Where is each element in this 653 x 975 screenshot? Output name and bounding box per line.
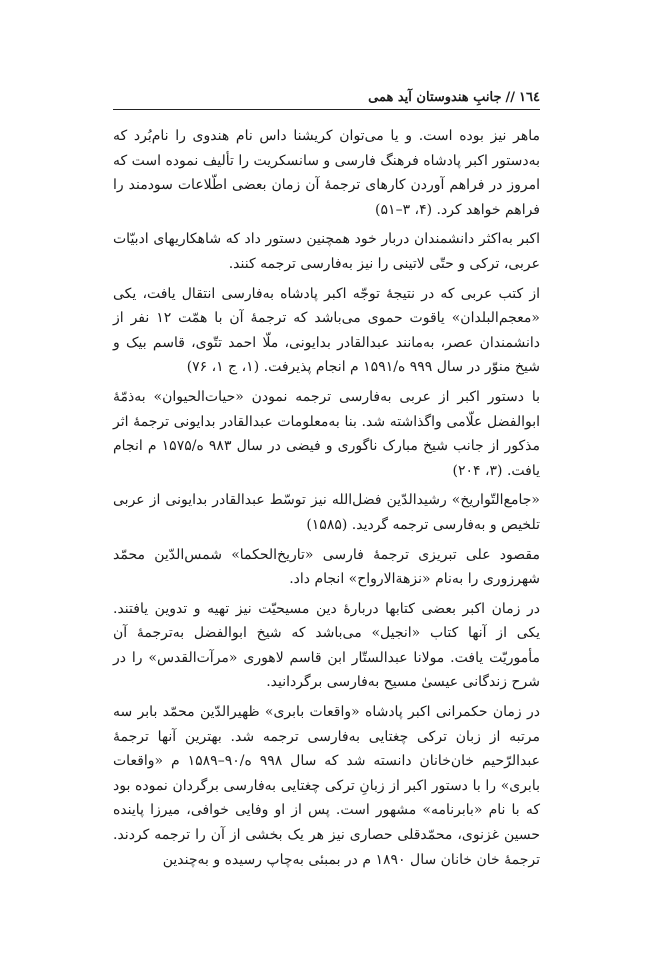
body-text <box>113 124 540 877</box>
paragraph: در زمان اکبر بعضی کتابها دربارهٔ دین مسیحیّت نیز تهیه و تدوین یافتند. یکی از آنها کتاب «انجیل» می‌باشد که شیخ ابوالفضل به‌ترجمهٔ آن مأموریّت یافت. مولانا عبدالستّار ابن قاسم لاهوری «مرآت‌القدس» را در شرح زندگانی عیسیٰ مسیح به‌فارسی برگردانید. <box>113 600 540 691</box>
paragraph: «جامع‌التّواریخ» رشیدالدّین فضل‌الله نیز توسّط عبدالقادر بدایونی از عربی تلخیص و به‌فارسی ترجمه گردید. (۱۵۸۵) <box>113 492 540 533</box>
paragraph: با دستور اکبر از عربی به‌فارسی ترجمه نمودن «حیات‌الحیوان» به‌ذمّهٔ ابوالفضل علّامی واگذاشته شد. بنا به‌معلومات عبدالقادر بدایونی ترجمهٔ اثر مذکور از جانب شیخ مبارک ناگوری و فیضی در سال ۹۸۳ ه/۱۵۷۵ م انجام یافت. (۳، ۲۰۴) <box>113 388 540 479</box>
header-separator: // <box>505 89 516 105</box>
page-number: ١٦٤ <box>519 89 540 105</box>
paragraph: در زمان حکمرانی اکبر پادشاه «واقعات بابری» ظهیرالدّین محمّد بابر سه مرتبه از زبان ترکی چغتایی به‌فارسی ترجمه شد. بهترین آنها ترجمهٔ عبدالرّحیم خان‌خانان دانسته شد که سال ۹۹۸ ه/۹۰–۱۵۸۹ م «واقعات بابری» را با دستور اکبر از زبانِ ترکی چغتایی به‌فارسی برگردان نموده بود که با نام «بابرنامه» مشهور است. پس از او وفایی خوافی، میرزا پاینده حسین غزنوی، محمّدقلی حصاری نیز هر یک بخشی از آن را ترجمه کردند. ترجمهٔ خان خانان سال ۱۸۹۰ م در بمبئی به‌چاپ رسیده و به‌چندین <box>113 704 540 868</box>
paragraph: اکبر به‌اکثر دانشمندان دربار خود همچنین دستور داد که شاهکاریهای ادبیّات عربی، ترکی و حتّی لاتینی را نیز به‌فارسی ترجمه کنند. <box>113 231 540 272</box>
running-title: جانبِ هندوستان آید همی <box>368 89 502 105</box>
paragraph: مقصود علی تبریزی ترجمهٔ فارسی «تاریخ‌الحکما» شمس‌الدّین محمّد شهرزوری را به‌نام «نزهةالارواح» انجام داد. <box>113 546 540 588</box>
header-rule <box>113 109 540 110</box>
paragraph: ماهر نیز بوده است. و یا می‌توان کریشنا داس نام هندوی را نام‌بُرد که به‌دستور اکبر پادشاه فرهنگ فارسی و سانسکریت را تألیف نموده است که امروز در فراهم آوردن کارهای ترجمهٔ آن زمان بعضی اطّلاعات سودمند را فراهم خواهد کرد. (۴، ۳–۵۱) <box>113 128 540 218</box>
paragraph: از کتب عربی که در نتیجهٔ توجّه اکبر پادشاه به‌فارسی انتقال یافت، یکی «معجم‌البلدان» یاقوت حموی می‌باشد که ترجمهٔ آن با همّت ۱۲ نفر از دانشمندان عصر، به‌مانند عبدالقادر بدایونی، ملّا احمد تتّوی، قاسم بیک و شیخ منوّر در سال ۹۹۹ ه/۱۵۹۱ م انجام پذیرفت. (۱، ج ۱، ۷۶) <box>113 285 540 376</box>
running-header <box>113 86 540 108</box>
